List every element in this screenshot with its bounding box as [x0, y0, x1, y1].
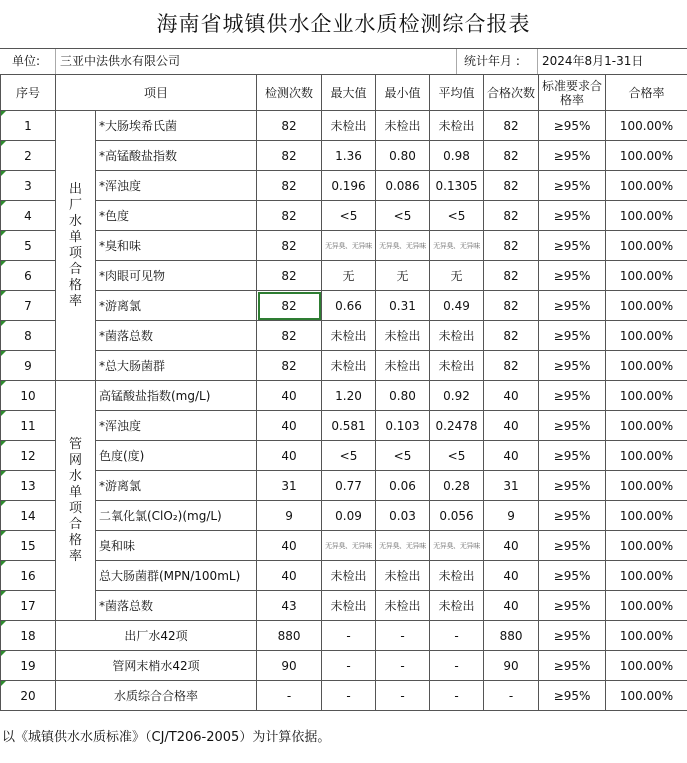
- report-meta-bar: [0, 48, 687, 75]
- max-cell[interactable]: 未检出: [322, 591, 376, 621]
- summary-row: [1, 681, 687, 711]
- standard-cell[interactable]: ≥95%: [539, 111, 606, 141]
- rate-cell[interactable]: 100.00%: [606, 111, 687, 141]
- table-row: [1, 141, 687, 171]
- max-cell[interactable]: -: [322, 681, 376, 711]
- tests-cell[interactable]: 82: [257, 111, 322, 141]
- tests-cell[interactable]: 40: [257, 561, 322, 591]
- min-cell[interactable]: 无异臭、无异味: [376, 231, 430, 261]
- tests-cell[interactable]: 82: [257, 231, 322, 261]
- qualified-cell[interactable]: 40: [484, 531, 539, 561]
- header-max[interactable]: 最大值: [322, 75, 376, 111]
- standard-cell[interactable]: ≥95%: [539, 531, 606, 561]
- max-cell[interactable]: 未检出: [322, 561, 376, 591]
- max-cell[interactable]: 1.36: [322, 141, 376, 171]
- comment-marker-icon: [1, 201, 6, 206]
- rate-cell[interactable]: 100.00%: [606, 411, 687, 441]
- rate-cell[interactable]: 100.00%: [606, 681, 687, 711]
- summary-item-cell[interactable]: 水质综合合格率: [56, 681, 257, 711]
- avg-cell[interactable]: 0.92: [430, 381, 484, 411]
- comment-marker-icon: [1, 471, 6, 476]
- table-row: [1, 591, 687, 621]
- max-cell[interactable]: 0.09: [322, 501, 376, 531]
- rate-cell[interactable]: 100.00%: [606, 441, 687, 471]
- comment-marker-icon: [1, 621, 6, 626]
- period-label: 统计年月 :: [464, 54, 520, 68]
- qualified-cell[interactable]: 82: [484, 171, 539, 201]
- seq-cell[interactable]: 10: [1, 381, 56, 411]
- standard-cell[interactable]: ≥95%: [539, 381, 606, 411]
- tests-cell[interactable]: 82: [257, 201, 322, 231]
- standard-cell[interactable]: ≥95%: [539, 141, 606, 171]
- rate-cell[interactable]: 100.00%: [606, 291, 687, 321]
- min-cell[interactable]: 0.31: [376, 291, 430, 321]
- standard-cell[interactable]: ≥95%: [539, 351, 606, 381]
- avg-cell[interactable]: 无异臭、无异味: [430, 231, 484, 261]
- seq-cell[interactable]: 7: [1, 291, 56, 321]
- rate-cell[interactable]: 100.00%: [606, 231, 687, 261]
- rate-cell[interactable]: 100.00%: [606, 501, 687, 531]
- avg-cell[interactable]: -: [430, 681, 484, 711]
- standard-cell[interactable]: ≥95%: [539, 621, 606, 651]
- max-cell[interactable]: 无: [322, 261, 376, 291]
- seq-cell[interactable]: 6: [1, 261, 56, 291]
- min-cell[interactable]: 0.06: [376, 471, 430, 501]
- summary-row: [1, 651, 687, 681]
- standard-cell[interactable]: ≥95%: [539, 441, 606, 471]
- qualified-cell[interactable]: 82: [484, 291, 539, 321]
- table-row: [1, 471, 687, 501]
- seq-cell[interactable]: 2: [1, 141, 56, 171]
- min-cell[interactable]: 未检出: [376, 591, 430, 621]
- comment-marker-icon: [1, 681, 6, 686]
- item-cell[interactable]: 二氧化氯(ClO₂)(mg/L): [96, 501, 257, 531]
- tests-cell[interactable]: 82: [257, 171, 322, 201]
- min-cell[interactable]: 0.03: [376, 501, 430, 531]
- min-cell[interactable]: <5: [376, 441, 430, 471]
- qualified-cell[interactable]: 880: [484, 621, 539, 651]
- max-cell[interactable]: <5: [322, 201, 376, 231]
- seq-cell[interactable]: 5: [1, 231, 56, 261]
- tests-cell[interactable]: 43: [257, 591, 322, 621]
- comment-marker-icon: [1, 411, 6, 416]
- avg-cell[interactable]: 0.28: [430, 471, 484, 501]
- header-tests[interactable]: 检测次数: [257, 75, 322, 111]
- meta-divider: [55, 49, 56, 74]
- avg-cell[interactable]: 未检出: [430, 561, 484, 591]
- rate-cell[interactable]: 100.00%: [606, 381, 687, 411]
- max-cell[interactable]: 未检出: [322, 321, 376, 351]
- comment-marker-icon: [1, 531, 6, 536]
- avg-cell[interactable]: 未检出: [430, 111, 484, 141]
- max-cell[interactable]: 0.77: [322, 471, 376, 501]
- avg-cell[interactable]: 无异臭、无异味: [430, 531, 484, 561]
- table-row: [1, 351, 687, 381]
- rate-cell[interactable]: 100.00%: [606, 171, 687, 201]
- rate-cell[interactable]: 100.00%: [606, 201, 687, 231]
- avg-cell[interactable]: <5: [430, 441, 484, 471]
- standard-cell[interactable]: ≥95%: [539, 561, 606, 591]
- table-row: [1, 411, 687, 441]
- table-row: [1, 111, 687, 141]
- tests-cell[interactable]: 40: [257, 531, 322, 561]
- avg-cell[interactable]: 无: [430, 261, 484, 291]
- table-row: [1, 381, 687, 411]
- standard-cell[interactable]: ≥95%: [539, 291, 606, 321]
- qualified-cell[interactable]: 82: [484, 111, 539, 141]
- qualified-cell[interactable]: 40: [484, 411, 539, 441]
- rate-cell[interactable]: 100.00%: [606, 591, 687, 621]
- min-cell[interactable]: 0.086: [376, 171, 430, 201]
- avg-cell[interactable]: 未检出: [430, 591, 484, 621]
- item-cell[interactable]: *总大肠菌群: [96, 351, 257, 381]
- group-label-text: 出厂水单项合格率: [68, 181, 82, 309]
- seq-cell[interactable]: 1: [1, 111, 56, 141]
- qualified-cell[interactable]: 82: [484, 321, 539, 351]
- standard-cell[interactable]: ≥95%: [539, 501, 606, 531]
- tests-cell[interactable]: 82: [257, 351, 322, 381]
- period-value[interactable]: 2024年8月1-31日: [542, 54, 644, 68]
- table-row: [1, 441, 687, 471]
- comment-marker-icon: [1, 261, 6, 266]
- meta-divider: [537, 49, 538, 74]
- item-cell[interactable]: *大肠埃希氏菌: [96, 111, 257, 141]
- comment-marker-icon: [1, 381, 6, 386]
- max-cell[interactable]: <5: [322, 441, 376, 471]
- seq-cell[interactable]: 4: [1, 201, 56, 231]
- standard-cell[interactable]: ≥95%: [539, 321, 606, 351]
- max-cell[interactable]: 未检出: [322, 111, 376, 141]
- rate-cell[interactable]: 100.00%: [606, 141, 687, 171]
- min-cell[interactable]: 0.80: [376, 381, 430, 411]
- standard-cell[interactable]: ≥95%: [539, 651, 606, 681]
- table-row: [1, 261, 687, 291]
- header-min[interactable]: 最小值: [376, 75, 430, 111]
- min-cell[interactable]: -: [376, 681, 430, 711]
- rate-cell[interactable]: 100.00%: [606, 261, 687, 291]
- seq-cell[interactable]: 19: [1, 651, 56, 681]
- standard-cell[interactable]: ≥95%: [539, 201, 606, 231]
- table-row: [1, 171, 687, 201]
- comment-marker-icon: [1, 441, 6, 446]
- table-row: [1, 291, 687, 321]
- item-cell[interactable]: *游离氯: [96, 471, 257, 501]
- avg-cell[interactable]: -: [430, 621, 484, 651]
- avg-cell[interactable]: 0.056: [430, 501, 484, 531]
- tests-cell[interactable]: 9: [257, 501, 322, 531]
- tests-cell[interactable]: 31: [257, 471, 322, 501]
- item-cell[interactable]: *游离氯: [96, 291, 257, 321]
- seq-cell[interactable]: 12: [1, 441, 56, 471]
- avg-cell[interactable]: <5: [430, 201, 484, 231]
- rate-cell[interactable]: 100.00%: [606, 561, 687, 591]
- qualified-cell[interactable]: 82: [484, 231, 539, 261]
- tests-cell[interactable]: 82: [257, 141, 322, 171]
- avg-cell[interactable]: 0.49: [430, 291, 484, 321]
- header-standard[interactable]: 标准要求合格率: [539, 75, 606, 111]
- tests-cell[interactable]: 880: [257, 621, 322, 651]
- standard-cell[interactable]: ≥95%: [539, 231, 606, 261]
- min-cell[interactable]: 未检出: [376, 561, 430, 591]
- avg-cell[interactable]: 0.98: [430, 141, 484, 171]
- seq-cell[interactable]: 18: [1, 621, 56, 651]
- comment-marker-icon: [1, 501, 6, 506]
- avg-cell[interactable]: 0.1305: [430, 171, 484, 201]
- unit-label: 单位:: [12, 54, 41, 68]
- item-cell[interactable]: 臭和味: [96, 531, 257, 561]
- qualified-cell[interactable]: 82: [484, 261, 539, 291]
- tests-cell[interactable]: 82: [257, 291, 322, 321]
- min-cell[interactable]: 0.103: [376, 411, 430, 441]
- header-row: [1, 75, 687, 111]
- qualified-cell[interactable]: 82: [484, 141, 539, 171]
- standard-cell[interactable]: ≥95%: [539, 681, 606, 711]
- comment-marker-icon: [1, 231, 6, 236]
- min-cell[interactable]: <5: [376, 201, 430, 231]
- qualified-cell[interactable]: 40: [484, 591, 539, 621]
- comment-marker-icon: [1, 651, 6, 656]
- rate-cell[interactable]: 100.00%: [606, 351, 687, 381]
- avg-cell[interactable]: 未检出: [430, 351, 484, 381]
- meta-divider: [456, 49, 457, 74]
- standard-cell[interactable]: ≥95%: [539, 261, 606, 291]
- qualified-cell[interactable]: 90: [484, 651, 539, 681]
- min-cell[interactable]: 0.80: [376, 141, 430, 171]
- rate-cell[interactable]: 100.00%: [606, 651, 687, 681]
- item-cell[interactable]: *浑浊度: [96, 411, 257, 441]
- min-cell[interactable]: 无异臭、无异味: [376, 531, 430, 561]
- tests-cell[interactable]: 40: [257, 441, 322, 471]
- tests-cell[interactable]: 82: [257, 261, 322, 291]
- seq-cell[interactable]: 15: [1, 531, 56, 561]
- min-cell[interactable]: -: [376, 651, 430, 681]
- standard-cell[interactable]: ≥95%: [539, 471, 606, 501]
- max-cell[interactable]: 0.581: [322, 411, 376, 441]
- water-quality-table: [0, 74, 687, 711]
- header-item[interactable]: 项目: [56, 75, 257, 111]
- header-qualified[interactable]: 合格次数: [484, 75, 539, 111]
- item-cell[interactable]: *浑浊度: [96, 171, 257, 201]
- max-cell[interactable]: 1.20: [322, 381, 376, 411]
- max-cell[interactable]: 无异臭、无异味: [322, 231, 376, 261]
- item-cell[interactable]: *菌落总数: [96, 591, 257, 621]
- tests-cell[interactable]: 40: [257, 381, 322, 411]
- rate-cell[interactable]: 100.00%: [606, 321, 687, 351]
- seq-cell[interactable]: 11: [1, 411, 56, 441]
- table-row: [1, 501, 687, 531]
- group-label-outlet[interactable]: [56, 111, 96, 381]
- summary-row: [1, 621, 687, 651]
- seq-cell[interactable]: 9: [1, 351, 56, 381]
- summary-item-cell[interactable]: 出厂水42项: [56, 621, 257, 651]
- seq-cell[interactable]: 13: [1, 471, 56, 501]
- tests-cell[interactable]: 82: [257, 321, 322, 351]
- item-cell[interactable]: *色度: [96, 201, 257, 231]
- min-cell[interactable]: -: [376, 621, 430, 651]
- item-cell[interactable]: *菌落总数: [96, 321, 257, 351]
- report-title: 海南省城镇供水企业水质检测综合报表: [156, 12, 531, 36]
- max-cell[interactable]: -: [322, 621, 376, 651]
- qualified-cell[interactable]: 82: [484, 201, 539, 231]
- table-row: [1, 231, 687, 261]
- table-row: [1, 561, 687, 591]
- item-cell[interactable]: *高锰酸盐指数: [96, 141, 257, 171]
- table-row: [1, 321, 687, 351]
- tests-cell[interactable]: 40: [257, 411, 322, 441]
- header-avg[interactable]: 平均值: [430, 75, 484, 111]
- seq-cell[interactable]: 8: [1, 321, 56, 351]
- table-row: [1, 201, 687, 231]
- seq-cell[interactable]: 17: [1, 591, 56, 621]
- qualified-cell[interactable]: 31: [484, 471, 539, 501]
- comment-marker-icon: [1, 561, 6, 566]
- avg-cell[interactable]: 0.2478: [430, 411, 484, 441]
- standard-cell[interactable]: ≥95%: [539, 411, 606, 441]
- max-cell[interactable]: 0.66: [322, 291, 376, 321]
- comment-marker-icon: [1, 351, 6, 356]
- item-cell[interactable]: 高锰酸盐指数(mg/L): [96, 381, 257, 411]
- avg-cell[interactable]: -: [430, 651, 484, 681]
- qualified-cell[interactable]: 40: [484, 381, 539, 411]
- min-cell[interactable]: 无: [376, 261, 430, 291]
- item-cell[interactable]: *肉眼可见物: [96, 261, 257, 291]
- standard-cell[interactable]: ≥95%: [539, 171, 606, 201]
- max-cell[interactable]: -: [322, 651, 376, 681]
- footer-note: 以《城镇供水水质标准》（CJ/T206-2005）为计算依据。: [2, 730, 331, 745]
- min-cell[interactable]: 未检出: [376, 111, 430, 141]
- tests-cell[interactable]: -: [257, 681, 322, 711]
- summary-item-cell[interactable]: 管网末梢水42项: [56, 651, 257, 681]
- comment-marker-icon: [1, 591, 6, 596]
- max-cell[interactable]: 0.196: [322, 171, 376, 201]
- qualified-cell[interactable]: 9: [484, 501, 539, 531]
- comment-marker-icon: [1, 111, 6, 116]
- rate-cell[interactable]: 100.00%: [606, 471, 687, 501]
- min-cell[interactable]: 未检出: [376, 351, 430, 381]
- comment-marker-icon: [1, 291, 6, 296]
- seq-cell[interactable]: 20: [1, 681, 56, 711]
- qualified-cell[interactable]: 40: [484, 441, 539, 471]
- qualified-cell[interactable]: 82: [484, 351, 539, 381]
- min-cell[interactable]: 未检出: [376, 321, 430, 351]
- rate-cell[interactable]: 100.00%: [606, 531, 687, 561]
- rate-cell[interactable]: 100.00%: [606, 621, 687, 651]
- group-label-network[interactable]: [56, 381, 96, 621]
- qualified-cell[interactable]: 40: [484, 561, 539, 591]
- seq-cell[interactable]: 16: [1, 561, 56, 591]
- item-cell[interactable]: 总大肠菌群(MPN/100mL): [96, 561, 257, 591]
- header-rate[interactable]: 合格率: [606, 75, 687, 111]
- standard-cell[interactable]: ≥95%: [539, 591, 606, 621]
- qualified-cell[interactable]: -: [484, 681, 539, 711]
- max-cell[interactable]: 无异臭、无异味: [322, 531, 376, 561]
- item-cell[interactable]: 色度(度): [96, 441, 257, 471]
- comment-marker-icon: [1, 171, 6, 176]
- table-row: [1, 531, 687, 561]
- group-label-text: 管网水单项合格率: [68, 436, 82, 564]
- max-cell[interactable]: 未检出: [322, 351, 376, 381]
- seq-cell[interactable]: 3: [1, 171, 56, 201]
- avg-cell[interactable]: 未检出: [430, 321, 484, 351]
- comment-marker-icon: [1, 321, 6, 326]
- item-cell[interactable]: *臭和味: [96, 231, 257, 261]
- unit-value[interactable]: 三亚中法供水有限公司: [60, 54, 181, 68]
- header-seq[interactable]: 序号: [1, 75, 56, 111]
- comment-marker-icon: [1, 141, 6, 146]
- tests-cell[interactable]: 90: [257, 651, 322, 681]
- seq-cell[interactable]: 14: [1, 501, 56, 531]
